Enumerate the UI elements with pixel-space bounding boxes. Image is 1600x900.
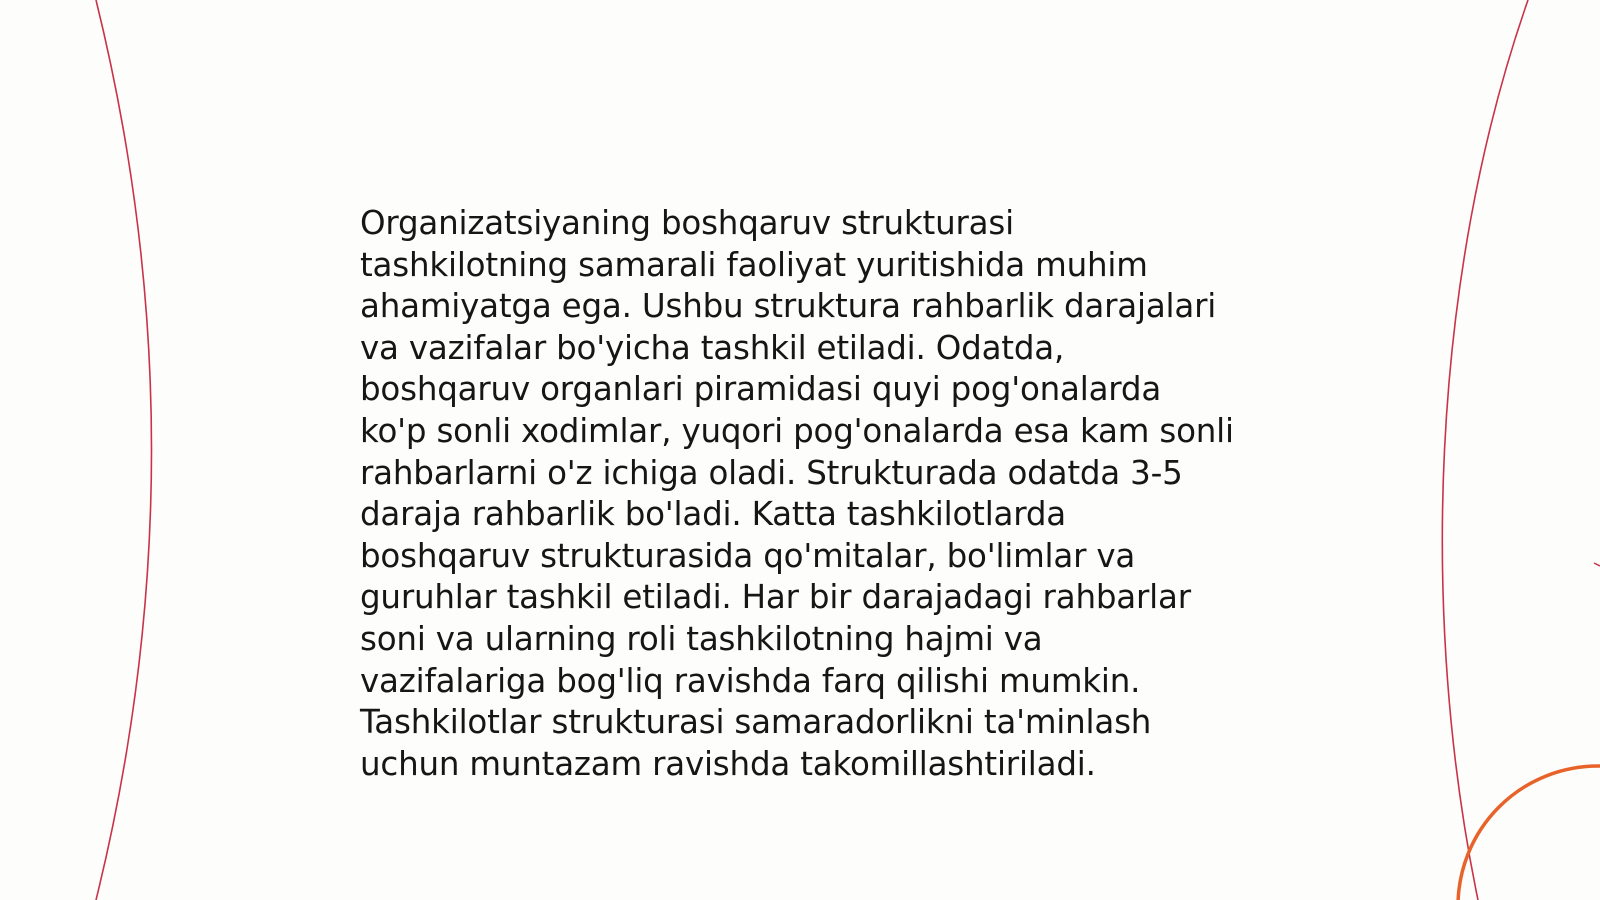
paragraph-line: guruhlar tashkil etiladi. Har bir darajadagi rahbarlar	[360, 578, 1191, 617]
paragraph-line: tashkilotning samarali faoliyat yuritishida muhim	[360, 245, 1148, 284]
paragraph-line: daraja rahbarlik bo'ladi. Katta tashkilotlarda	[360, 495, 1066, 534]
orange-accent-arc	[1458, 766, 1600, 900]
paragraph-line: uchun muntazam ravishda takomillashtiriladi.	[360, 744, 1096, 783]
right-curve-line	[1442, 0, 1528, 900]
paragraph-line: rahbarlarni o'z ichiga oladi. Strukturada odatda 3-5	[360, 453, 1183, 492]
paragraph-line: Tashkilotlar strukturasi samaradorlikni ta'minlash	[360, 703, 1152, 742]
paragraph-line: Organizatsiyaning boshqaruv strukturasi	[360, 204, 1014, 242]
paragraph-line: boshqaruv organlari piramidasi quyi pog'onalarda	[360, 370, 1162, 409]
body-paragraph	[360, 203, 1260, 785]
left-curve-line	[96, 0, 152, 900]
paragraph-line: ko'p sonli xodimlar, yuqori pog'onalarda esa kam sonli	[360, 411, 1234, 450]
edge-mark	[1594, 563, 1600, 566]
paragraph-line: vazifalariga bog'liq ravishda farq qilishi mumkin.	[360, 661, 1141, 700]
paragraph-line: boshqaruv strukturasida qo'mitalar, bo'limlar va	[360, 536, 1136, 575]
paragraph-line: soni va ularning roli tashkilotning hajmi va	[360, 619, 1043, 658]
paragraph-line: va vazifalar bo'yicha tashkil etiladi. Odatda,	[360, 328, 1065, 367]
paragraph-line: ahamiyatga ega. Ushbu struktura rahbarlik darajalari	[360, 287, 1217, 326]
